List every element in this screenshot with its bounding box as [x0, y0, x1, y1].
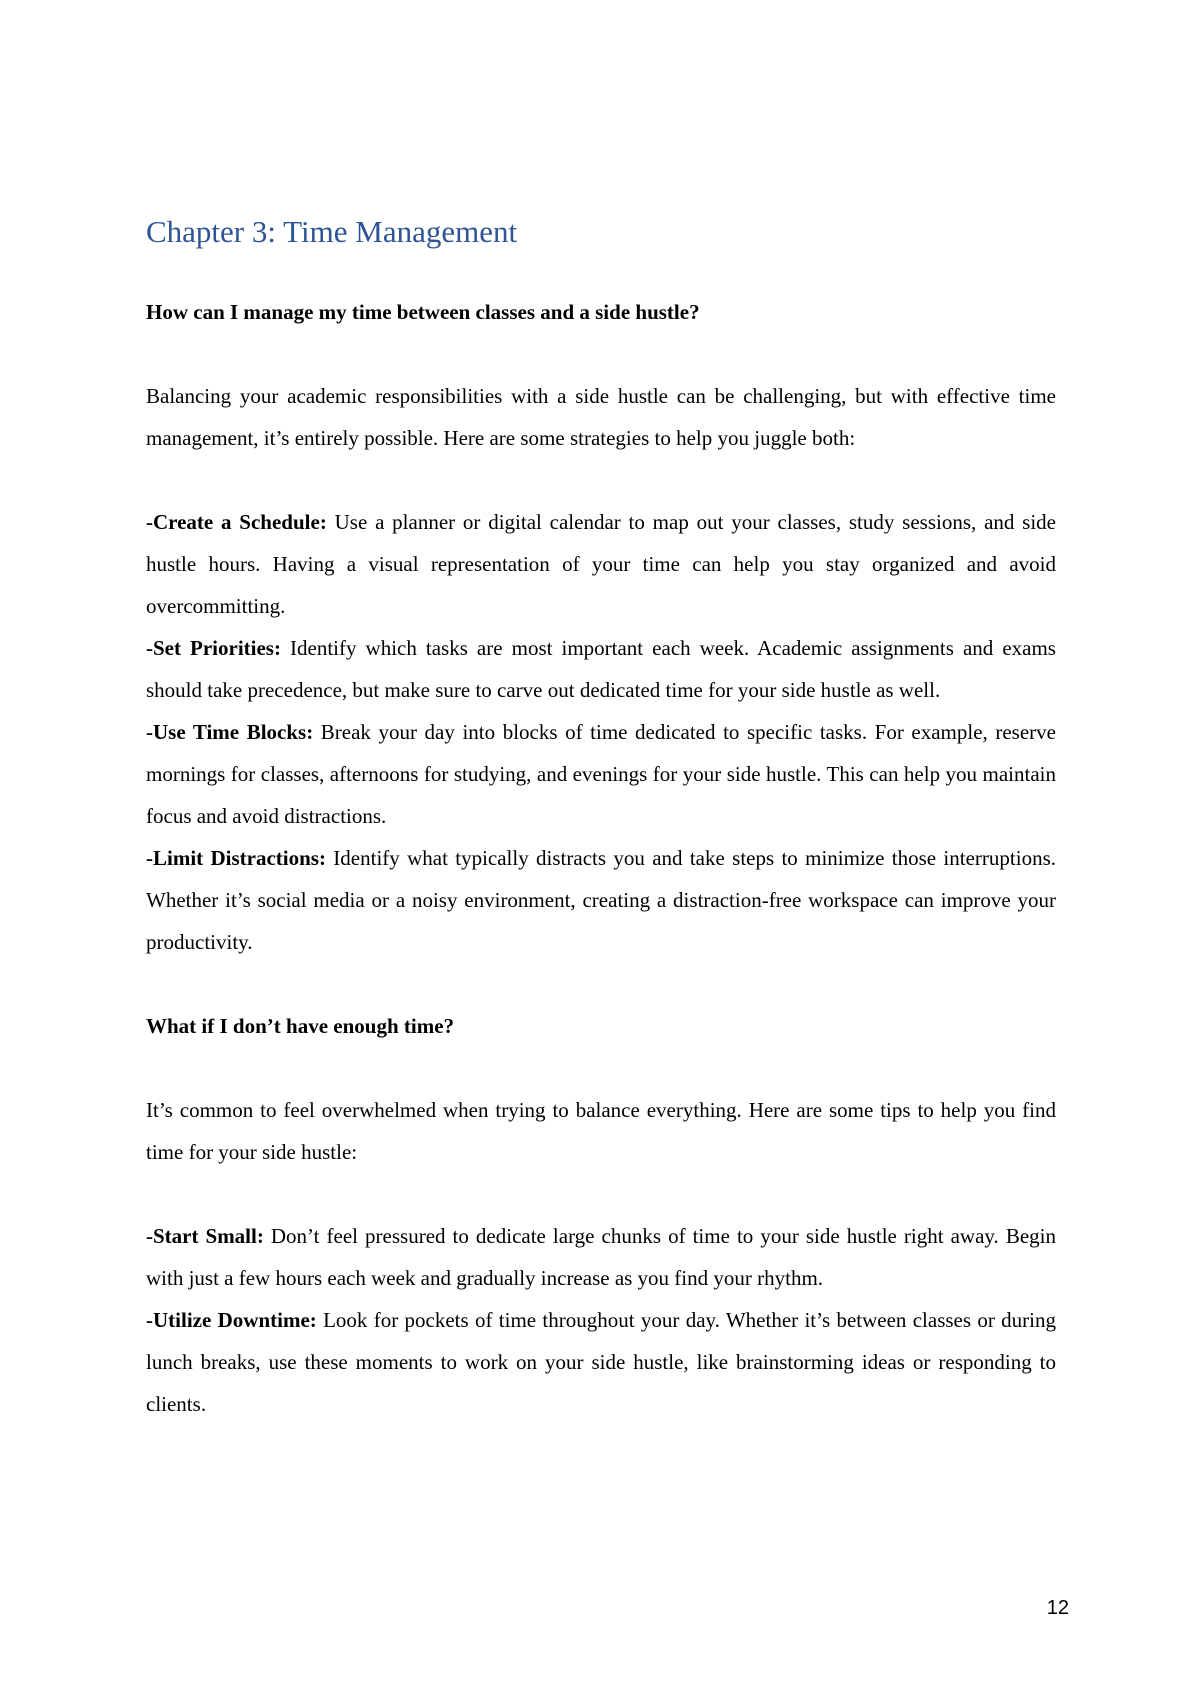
strategy-text: Use a planner or digital calendar to map out your classes, study sessions, and side hustle hours. Having a visual representation of your time can help you stay organized and avoid overcommitting.	[146, 510, 1056, 618]
tip-text: Look for pockets of time throughout your day. Whether it’s between classes or during lunch breaks, use these moments to work on your side hustle, like brainstorming ideas or responding to clients.	[146, 1308, 1056, 1416]
strategy-item	[146, 837, 1056, 963]
tip-item	[146, 1299, 1056, 1425]
spacer	[146, 333, 1056, 375]
tip-label: -Start Small:	[146, 1224, 264, 1248]
page-number: 12	[1046, 1597, 1069, 1619]
strategy-text: Break your day into blocks of time dedicated to specific tasks. For example, reserve mornings for classes, afternoons for studying, and evenings for your side hustle. This can help you maintain focus and avoid distractions.	[146, 720, 1056, 828]
strategy-item	[146, 627, 1056, 711]
spacer	[146, 963, 1056, 1005]
strategy-label: -Limit Distractions:	[146, 846, 326, 870]
section-question: How can I manage my time between classes and a side hustle?	[146, 300, 700, 324]
strategy-label: -Set Priorities:	[146, 636, 281, 660]
spacer	[146, 459, 1056, 501]
spacer	[146, 1047, 1056, 1089]
spacer	[146, 1173, 1056, 1215]
strategy-text: Identify which tasks are most important each week. Academic assignments and exams should take precedence, but make sure to carve out dedicated time for your side hustle as well.	[146, 636, 1056, 702]
tip-item	[146, 1215, 1056, 1299]
strategy-item	[146, 501, 1056, 627]
section-question: What if I don’t have enough time?	[146, 1014, 455, 1038]
strategy-label: -Create a Schedule:	[146, 510, 327, 534]
page-content	[146, 208, 1056, 1425]
strategy-item	[146, 711, 1056, 837]
strategy-text: Identify what typically distracts you and take steps to minimize those interruptions. Whether it’s social media or a noisy environment, creating a distraction-free workspace can improve your productivity.	[146, 846, 1056, 954]
chapter-title: Chapter 3: Time Management	[146, 214, 518, 249]
tip-text: Don’t feel pressured to dedicate large chunks of time to your side hustle right away. Begin with just a few hours each week and gradually increase as you find your rhythm.	[146, 1224, 1056, 1290]
strategy-label: -Use Time Blocks:	[146, 720, 314, 744]
intro-paragraph: It’s common to feel overwhelmed when trying to balance everything. Here are some tips to help you find time for your side hustle:	[146, 1098, 1056, 1164]
tip-label: -Utilize Downtime:	[146, 1308, 317, 1332]
intro-paragraph: Balancing your academic responsibilities with a side hustle can be challenging, but with effective time management, it’s entirely possible. Here are some strategies to help you juggle both:	[146, 384, 1056, 450]
